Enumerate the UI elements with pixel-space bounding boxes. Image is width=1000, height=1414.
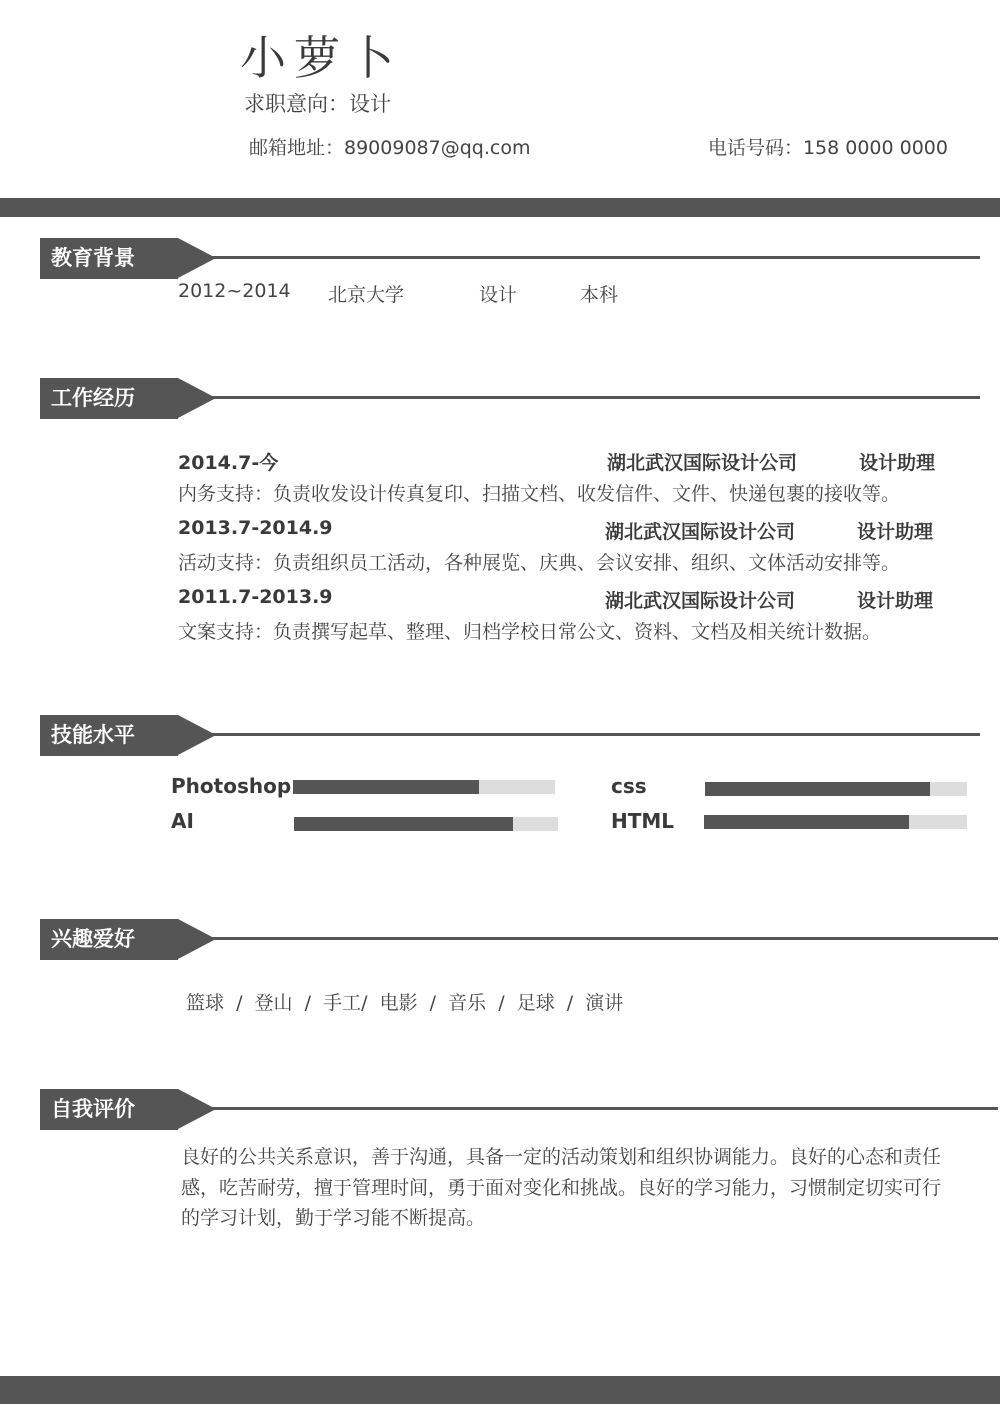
section-work-header <box>40 378 980 419</box>
skill-bar-track <box>705 782 967 796</box>
education-school: 北京大学 <box>328 284 405 306</box>
skill-bar-track <box>294 817 558 831</box>
work-position: 设计助理 <box>859 452 936 474</box>
skill-name: css <box>611 774 647 798</box>
section-divider-line <box>210 733 980 736</box>
job-intent: 求职意向：设计 <box>244 92 391 116</box>
skill-name: HTML <box>611 809 675 833</box>
education-major: 设计 <box>479 284 518 306</box>
skill-bar-fill <box>293 780 479 794</box>
section-divider-line <box>210 1107 998 1110</box>
email-address: 邮箱地址：89009087@qq.com <box>249 137 531 159</box>
skill-bar-track <box>704 815 967 829</box>
work-description: 内务支持：负责收发设计传真复印、扫描文档、收发信件、文件、快递包裹的接收等。 <box>178 483 901 505</box>
work-date: 2013.7-2014.9 <box>178 517 333 539</box>
skill-name: AI <box>171 809 194 833</box>
skill-bar-fill <box>705 782 930 796</box>
section-divider-line <box>210 396 980 399</box>
footer-bar <box>0 1376 1000 1404</box>
section-evaluation-title: 自我评价 <box>40 1089 178 1130</box>
education-period: 2012~2014 <box>178 280 291 302</box>
work-date: 2014.7-今 <box>178 452 279 474</box>
section-hobbies-header <box>40 919 998 960</box>
section-skills-header <box>40 715 980 756</box>
section-education-title: 教育背景 <box>40 238 178 279</box>
work-position: 设计助理 <box>857 590 934 612</box>
section-evaluation-header <box>40 1089 998 1130</box>
section-hobbies-title: 兴趣爱好 <box>40 919 178 960</box>
section-education-header <box>40 238 980 279</box>
work-company: 湖北武汉国际设计公司 <box>605 590 796 612</box>
skill-bar-fill <box>704 815 909 829</box>
skill-bar-track <box>293 780 555 794</box>
work-description: 文案支持：负责撰写起草、整理、归档学校日常公文、资料、文档及相关统计数据。 <box>178 621 882 643</box>
candidate-name: 小萝卜 <box>240 31 402 85</box>
work-company: 湖北武汉国际设计公司 <box>607 452 798 474</box>
phone-number: 电话号码：158 0000 0000 <box>707 137 948 159</box>
section-divider-line <box>210 937 998 940</box>
section-divider-line <box>210 256 980 259</box>
education-degree: 本科 <box>580 284 619 306</box>
skill-bar-fill <box>294 817 513 831</box>
work-description: 活动支持：负责组织员工活动，各种展览、庆典、会议安排、组织、文体活动安排等。 <box>178 552 901 574</box>
self-evaluation-text: 良好的公共关系意识，善于沟通，具备一定的活动策划和组织协调能力。良好的心态和责任感，吃苦耐劳，擅于管理时间，勇于面对变化和挑战。良好的学习能力，习惯制定切实可行的学习计划，勤于学习能不断提高。 <box>181 1146 942 1229</box>
work-date: 2011.7-2013.9 <box>178 586 333 608</box>
header-divider-bar <box>0 198 1000 217</box>
work-company: 湖北武汉国际设计公司 <box>605 521 796 543</box>
section-skills-title: 技能水平 <box>40 715 178 756</box>
hobbies-list: 篮球 / 登山 / 手工/ 电影 / 音乐 / 足球 / 演讲 <box>186 992 624 1014</box>
skill-name: Photoshop <box>171 774 292 798</box>
section-work-title: 工作经历 <box>40 378 178 419</box>
work-position: 设计助理 <box>857 521 934 543</box>
